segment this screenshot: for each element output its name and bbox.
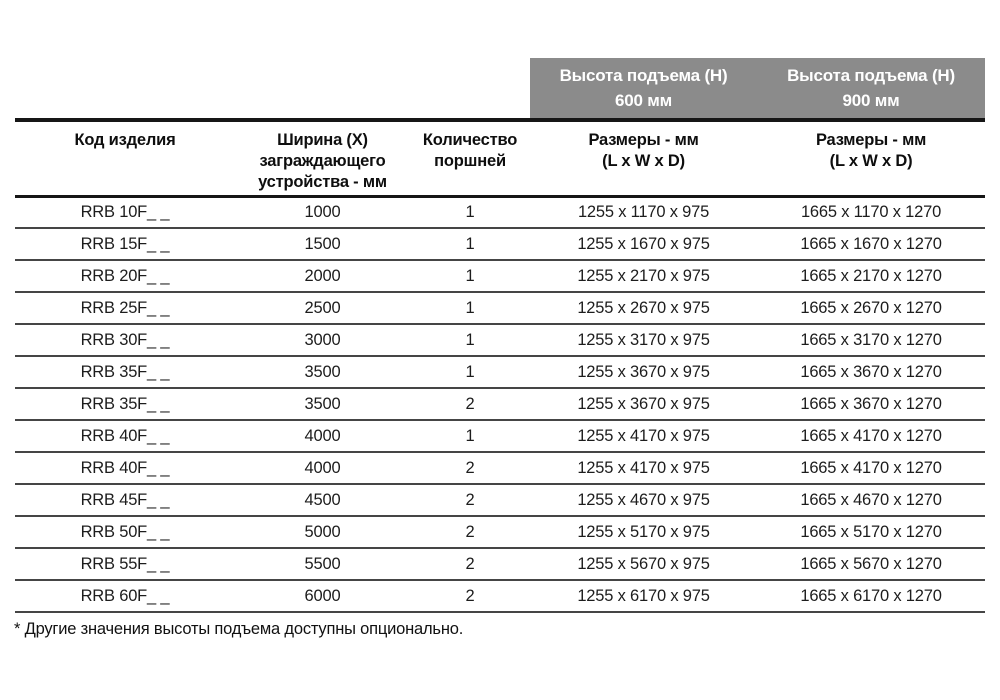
table-row [15, 548, 985, 580]
dimensions-600-cell: 1255 x 6170 x 975 [530, 580, 757, 612]
table-row [15, 228, 985, 260]
width-value-cell: 3500 [235, 356, 410, 388]
table-row [15, 260, 985, 292]
width-value-cell: 3000 [235, 324, 410, 356]
product-code-cell: RRB 35F_ _ [15, 356, 235, 388]
width-value-cell: 4000 [235, 420, 410, 452]
width-value-cell: 6000 [235, 580, 410, 612]
col-header-sublabel: (L x W x D) [829, 152, 913, 170]
dimensions-600-cell: 1255 x 3170 x 975 [530, 324, 757, 356]
dimensions-900-cell: 1665 x 3670 x 1270 [757, 388, 985, 420]
band-title: Высота подъема (H) [787, 66, 955, 85]
table-body [15, 196, 985, 612]
table-row [15, 196, 985, 228]
width-value-cell: 4500 [235, 484, 410, 516]
piston-count-cell: 1 [410, 228, 530, 260]
dimensions-900-cell: 1665 x 4170 x 1270 [757, 452, 985, 484]
width-value-cell: 2000 [235, 260, 410, 292]
piston-count-cell: 2 [410, 548, 530, 580]
dimensions-600-cell: 1255 x 4170 x 975 [530, 452, 757, 484]
piston-count-cell: 1 [410, 196, 530, 228]
product-code-cell: RRB 20F_ _ [15, 260, 235, 292]
col-header-label: Размеры - мм [815, 131, 927, 149]
col-header-dimensions-900 [757, 120, 985, 196]
piston-count-cell: 2 [410, 484, 530, 516]
col-header-barrier-width: Ширина (X) заграждающего устройства - мм [235, 120, 410, 196]
piston-count-cell: 1 [410, 292, 530, 324]
width-value-cell: 1500 [235, 228, 410, 260]
product-code-cell: RRB 50F_ _ [15, 516, 235, 548]
spec-table [15, 58, 985, 613]
dimensions-900-cell: 1665 x 3670 x 1270 [757, 356, 985, 388]
dimensions-600-cell: 1255 x 2670 x 975 [530, 292, 757, 324]
table-head [15, 58, 985, 196]
dimensions-600-cell: 1255 x 2170 x 975 [530, 260, 757, 292]
table-row [15, 356, 985, 388]
width-value-cell: 5000 [235, 516, 410, 548]
table-row [15, 388, 985, 420]
column-header-row [15, 120, 985, 196]
product-code-cell: RRB 35F_ _ [15, 388, 235, 420]
dimensions-900-cell: 1665 x 4670 x 1270 [757, 484, 985, 516]
piston-count-cell: 1 [410, 356, 530, 388]
dimensions-600-cell: 1255 x 4170 x 975 [530, 420, 757, 452]
col-header-product-code: Код изделия [15, 120, 235, 196]
dimensions-900-cell: 1665 x 1670 x 1270 [757, 228, 985, 260]
piston-count-cell: 1 [410, 420, 530, 452]
product-code-cell: RRB 60F_ _ [15, 580, 235, 612]
dimensions-900-cell: 1665 x 2170 x 1270 [757, 260, 985, 292]
piston-count-cell: 2 [410, 516, 530, 548]
table-row [15, 420, 985, 452]
dimensions-600-cell: 1255 x 3670 x 975 [530, 356, 757, 388]
dimensions-900-cell: 1665 x 5170 x 1270 [757, 516, 985, 548]
product-code-cell: RRB 55F_ _ [15, 548, 235, 580]
product-code-cell: RRB 40F_ _ [15, 420, 235, 452]
table-row [15, 580, 985, 612]
dimensions-900-cell: 1665 x 3170 x 1270 [757, 324, 985, 356]
dimensions-600-cell: 1255 x 3670 x 975 [530, 388, 757, 420]
col-header-dimensions-600 [530, 120, 757, 196]
width-value-cell: 5500 [235, 548, 410, 580]
table-row [15, 516, 985, 548]
table-row [15, 292, 985, 324]
piston-count-cell: 2 [410, 388, 530, 420]
band-spacer [15, 58, 530, 120]
col-header-piston-count: Количество поршней [410, 120, 530, 196]
col-header-sublabel: (L x W x D) [602, 152, 685, 170]
dimensions-600-cell: 1255 x 1670 x 975 [530, 228, 757, 260]
dimensions-900-cell: 1665 x 5670 x 1270 [757, 548, 985, 580]
product-code-cell: RRB 25F_ _ [15, 292, 235, 324]
table-row [15, 484, 985, 516]
product-code-cell: RRB 10F_ _ [15, 196, 235, 228]
product-code-cell: RRB 45F_ _ [15, 484, 235, 516]
dimensions-600-cell: 1255 x 5170 x 975 [530, 516, 757, 548]
width-value-cell: 2500 [235, 292, 410, 324]
table-row [15, 324, 985, 356]
lift-height-band-row [15, 58, 985, 120]
dimensions-600-cell: 1255 x 4670 x 975 [530, 484, 757, 516]
width-value-cell: 4000 [235, 452, 410, 484]
band-header-900mm [757, 58, 985, 120]
dimensions-900-cell: 1665 x 4170 x 1270 [757, 420, 985, 452]
piston-count-cell: 1 [410, 260, 530, 292]
band-title: Высота подъема (H) [559, 66, 728, 85]
table-row [15, 452, 985, 484]
dimensions-600-cell: 1255 x 5670 x 975 [530, 548, 757, 580]
dimensions-600-cell: 1255 x 1170 x 975 [530, 196, 757, 228]
width-value-cell: 3500 [235, 388, 410, 420]
footnote: * Другие значения высоты подъема доступны опционально. [14, 620, 464, 638]
col-header-label: Размеры - мм [588, 131, 699, 149]
product-code-cell: RRB 30F_ _ [15, 324, 235, 356]
width-value-cell: 1000 [235, 196, 410, 228]
dimensions-900-cell: 1665 x 1170 x 1270 [757, 196, 985, 228]
dimensions-900-cell: 1665 x 6170 x 1270 [757, 580, 985, 612]
piston-count-cell: 1 [410, 324, 530, 356]
product-code-cell: RRB 15F_ _ [15, 228, 235, 260]
band-header-600mm [530, 58, 757, 120]
product-code-cell: RRB 40F_ _ [15, 452, 235, 484]
band-subtitle: 900 мм [842, 91, 900, 110]
piston-count-cell: 2 [410, 580, 530, 612]
band-subtitle: 600 мм [615, 91, 673, 110]
piston-count-cell: 2 [410, 452, 530, 484]
dimensions-900-cell: 1665 x 2670 x 1270 [757, 292, 985, 324]
